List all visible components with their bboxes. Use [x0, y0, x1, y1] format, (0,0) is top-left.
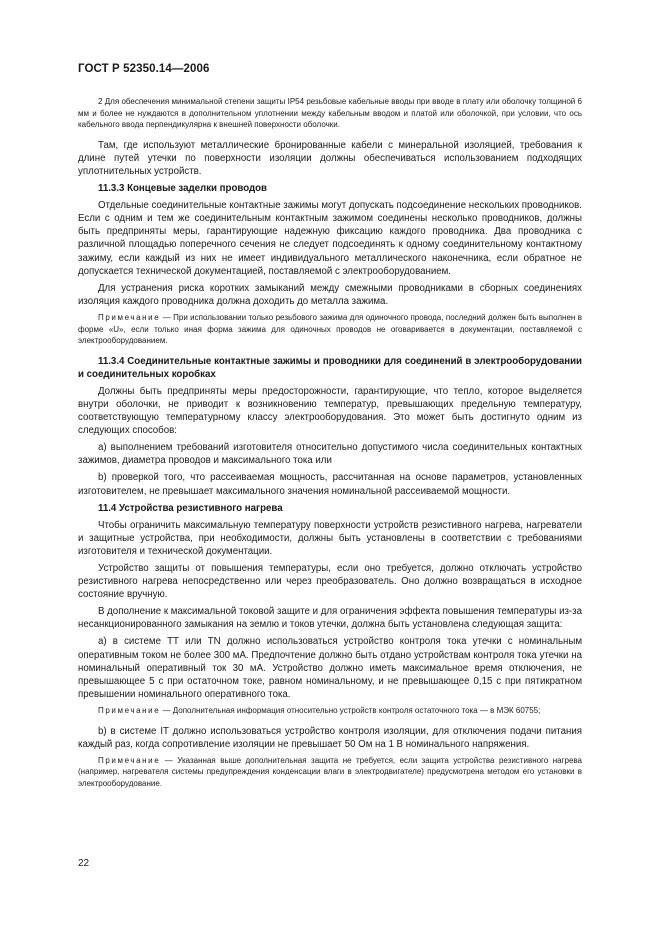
- paragraph-precautions: Должны быть предприняты меры предосторожности, гарантирующие, что тепло, которое выделяется внутри оболочки, не приводит к возникновению температур, превышающих предельную температуру, соответствующую температурному классу электрооборудования. Это может быть достигнуто одним из следующих способов:: [78, 385, 582, 437]
- page-number: 22: [78, 858, 90, 869]
- heading-11-4: 11.4 Устройства резистивного нагрева: [98, 502, 283, 514]
- document-header: ГОСТ Р 52350.14—2006: [78, 63, 210, 75]
- paragraph-terminals: Отдельные соединительные контактные зажимы могут допускать подсоединение нескольких проводников. Если с одним и тем же соединительным контактным зажимом соединены несколько проводников, должны быть предприняты меры, гарантирующие надежную фиксацию каждого проводника. Два проводника с различной площадью поперечного сечения не следует подсоединять к одному соединительному контактному зажиму, если каждый из них не имеет индивидуального металлического наконечника, если обратное не допускается технической документацией, поставляемой с электрооборудованием.: [78, 200, 582, 277]
- note-final: [78, 755, 582, 790]
- heading-11-3-3: 11.3.3 Концевые заделки проводов: [98, 183, 268, 195]
- list-item-it-system: b) в системе IT должно использоваться устройство контроля изоляции, для отключения подачи питания каждый раз, когда сопротивление изоляции не превышает 50 Ом на 1 В номинального напряжения.: [78, 725, 582, 750]
- list-item-tt-system: a) в системе ТТ или TN должно использоваться устройство контроля тока утечки с номинальным оперативным током не более 300 мА. Предпочтение должно быть отдано устройствам контроля тока утечки на номинальный оперативный ток 30 мА. Устройство должно иметь максимальное время отключения, не превышающее 5 с при остаточном токе, равном номинальному, и не превышающее 0,15 с при пятикратном превышении номинального оперативного тока.: [78, 636, 582, 700]
- note-iec: [78, 705, 582, 717]
- note-label: Примечание: [98, 312, 161, 322]
- paragraph-max-temperature: Чтобы ограничить максимальную температуру поверхности устройств резистивного нагрева, нагреватели и защитные устройства, при необходимости, должны быть установлены в соответствии с требованиями изготовителя и технической документации.: [78, 519, 582, 557]
- note-label: Примечание: [98, 755, 161, 765]
- heading-11-3-4: 11.3.4 Соединительные контактные зажимы и проводники для соединений в электрооборудовании и соединительных коробках: [78, 355, 582, 380]
- list-item-a: a) выполнением требований изготовителя относительно допустимого числа соединительных контактных зажимов, диаметра проводов и максимального тока или: [78, 442, 582, 467]
- note-iec-text: — Дополнительная информация относительно устройств контроля остаточного тока — в МЭК 60755;: [162, 705, 541, 715]
- note-final-text: — Указанная выше дополнительная защита не требуется, если защита устройства резистивного нагрева (например, нагревателя системы предупреждения конденсации влаги в электродвигателе) предусмотрена методом его установки в электрооборудование.: [78, 755, 582, 788]
- paragraph-short-circuit: Для устранения риска коротких замыканий между смежными проводниками в сборных соединениях изоляция каждого проводника должна доходить до металла зажима.: [78, 282, 582, 307]
- note-label: Примечание: [98, 705, 161, 715]
- note-u-form: [78, 312, 582, 347]
- list-item-b: b) проверкой того, что рассеиваемая мощность, рассчитанная на основе параметров, установленных изготовителем, не превышает максимального значения номинальной рассеиваемой мощности.: [78, 472, 582, 497]
- note-2: 2 Для обеспечения минимальной степени защиты IP54 резьбовые кабельные вводы при вводе в плату или оболочку толщиной 6 мм и более не нуждаются в дополнительном уплотнении между кабельным вводом и платой или оболочкой, при условии, что ось кабельного ввода перпендикулярна к внешней поверхности оболочки.: [78, 97, 582, 130]
- note-u-form-text: — При использовании только резьбового зажима для одиночного провода, последний должен быть выполнен в форме «U», если только иная форма зажима для одиночных проводов не оговаривается в документации, поставляемой с электрооборудованием.: [78, 312, 582, 346]
- paragraph-armored-cables: Там, где используют металлические бронированные кабели с минеральной изоляцией, требования к длине путей утечки по поверхности изоляции должны обеспечиваться использованием подходящих уплотнительных устройств.: [78, 139, 582, 177]
- paragraph-additional-protection: В дополнение к максимальной токовой защите и для ограничения эффекта повышения температуры из-за несанкционированного замыкания на землю и токов утечки, должна быть установлена следующая защита:: [78, 606, 582, 631]
- paragraph-overtemp-protection: Устройство защиты от повышения температуры, если оно требуется, должно отключать устройство резистивного нагрева непосредственно или через преобразователь. Оно должно возвращаться в исходное состояние вручную.: [78, 563, 582, 601]
- document-body: [78, 96, 582, 798]
